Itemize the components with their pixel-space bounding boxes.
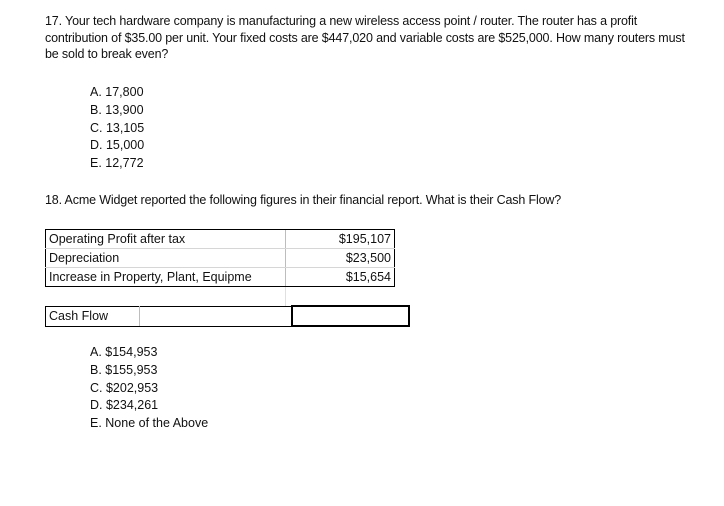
- cash-flow-row: [46, 306, 410, 326]
- row-value: $195,107: [286, 230, 395, 249]
- row-value: $15,654: [286, 268, 395, 287]
- question-18-text: 18. Acme Widget reported the following figures in their financial report. What is their Cash Flow?: [45, 193, 562, 207]
- financial-figures-table: [45, 229, 395, 306]
- spacer-cell: [286, 287, 395, 307]
- question-17-choices: [90, 84, 144, 173]
- choice-a: A. $154,953: [90, 345, 158, 359]
- spacer-row: [46, 287, 395, 307]
- table-row: [46, 268, 395, 287]
- cash-flow-spacer: [140, 306, 293, 326]
- choice-e: E. None of the Above: [90, 416, 209, 431]
- choice-a: A. 17,800: [90, 85, 144, 99]
- question-18-choices: [90, 344, 208, 433]
- row-label: Depreciation: [46, 249, 286, 268]
- row-value: $23,500: [286, 249, 395, 268]
- choice-d: D. 15,000: [90, 138, 145, 153]
- choice-e: E. 12,772: [90, 156, 144, 171]
- cash-flow-table: [45, 305, 410, 327]
- choice-c: C. 13,105: [90, 120, 145, 135]
- row-label: Operating Profit after tax: [46, 230, 286, 249]
- row-label: Increase in Property, Plant, Equipme: [46, 268, 286, 287]
- cash-flow-label: Cash Flow: [46, 306, 140, 326]
- choice-d: D. $234,261: [90, 398, 159, 413]
- table-row: [46, 249, 395, 268]
- question-17-text: 17. Your tech hardware company is manufacturing a new wireless access point / router. The router has a profit contribution of $35.00 per unit. Your fixed costs are $447,020 and variable costs are $525,000. How many routers must be sold to break even?: [45, 14, 685, 61]
- choice-b: B. $155,953: [90, 362, 158, 377]
- choice-b: B. 13,900: [90, 102, 144, 117]
- choice-c: C. $202,953: [90, 380, 159, 395]
- cash-flow-value-cell[interactable]: [292, 306, 409, 326]
- spacer-cell: [46, 287, 286, 307]
- table-row: [46, 230, 395, 249]
